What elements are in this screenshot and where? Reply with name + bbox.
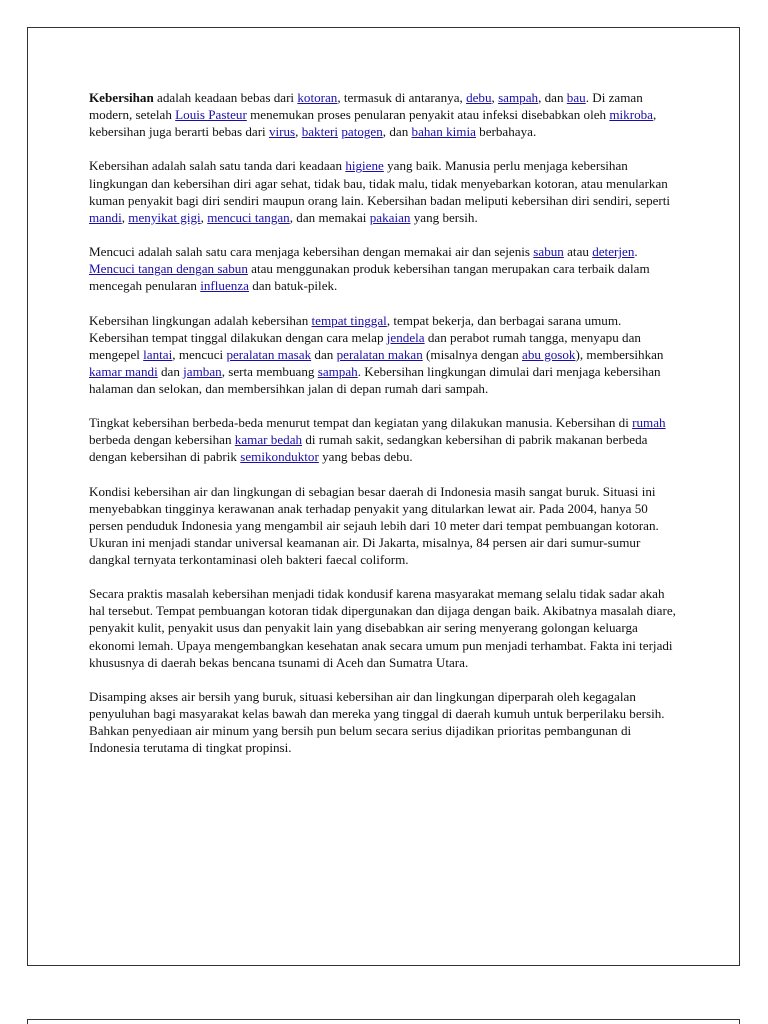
text-run: di rumah sakit, sedangkan kebersihan di pabrik makanan berbeda dengan kebersihan di pabrik — [89, 432, 648, 465]
text-run: , tempat bekerja, dan berbagai sarana umum. Kebersihan tempat tinggal dilakukan dengan cara melap — [89, 312, 622, 345]
hyperlink[interactable]: mikroba — [609, 107, 653, 123]
hyperlink[interactable]: semikonduktor — [240, 449, 319, 465]
text-run: dan batuk-pilek. — [248, 278, 338, 294]
document-body — [89, 89, 682, 774]
hyperlink[interactable]: mandi — [89, 209, 122, 225]
text-run: Kebersihan adalah salah satu tanda dari keadaan — [89, 158, 346, 174]
text-run: dan perabot rumah tangga, menyapu dan mengepel — [89, 329, 641, 362]
text-run: dan — [157, 363, 184, 379]
hyperlink[interactable]: abu gosok — [522, 346, 576, 362]
hyperlink[interactable]: Louis Pasteur — [175, 107, 247, 123]
text-run: atau menggunakan produk kebersihan tangan merupakan cara terbaik dalam mencegah penularan — [89, 261, 650, 294]
text-run: , mencuci — [172, 346, 227, 362]
text-run: , serta membuang — [221, 363, 318, 379]
text-run: Kebersihan lingkungan adalah kebersihan — [89, 312, 312, 328]
text-run: yang bebas debu. — [318, 449, 413, 465]
bold-term: Kebersihan — [89, 90, 154, 105]
hyperlink[interactable]: higiene — [345, 158, 384, 174]
next-page-edge — [27, 1019, 740, 1024]
hyperlink[interactable]: mencuci tangan — [207, 209, 290, 225]
hyperlink[interactable]: peralatan masak — [226, 346, 312, 362]
hyperlink[interactable]: menyikat gigi — [128, 209, 201, 225]
text-run: . — [634, 244, 638, 260]
text-run: Secara praktis masalah kebersihan menjadi tidak kondusif karena masyarakat memang selalu tidak sadar akah hal tersebut. Tempat pembuangan kotoran tidak dipergunakan dan dijaga dengan baik. Akibatnya masalah diare, penyakit kulit, penyakit usus dan penyakit lain yang disebabkan air sering menyerang golongan keluarga ekonomi lemah. Upaya mengembangkan kesehatan anak secara umum pun menjadi terhambat. Fakta ini terjadi khususnya di daerah bekas bencana tsunami di Aceh dan Sumatra Utara. — [89, 586, 676, 670]
paragraph — [89, 414, 682, 465]
text-run: Kondisi kebersihan air dan lingkungan di sebagian besar daerah di Indonesia masih sangat buruk. Situasi ini menyebabkan tingginya kerawanan anak terhadap penyakit yang ditularkan lewat air. Pada 2004, hanya 50 persen penduduk Indonesia yang mengambil air sejauh lebih dari 10 meter dari tempat pembuangan kotoran. Ukuran ini menjadi standar universal keamanan air. Di Jakarta, misalnya, 84 persen air dari sumur-sumur dangkal ternyata terkontaminasi oleh bakteri faecal coliform. — [89, 483, 659, 567]
hyperlink[interactable]: influenza — [200, 278, 249, 294]
text-run: , dan — [382, 124, 412, 140]
hyperlink[interactable]: jendela — [386, 329, 425, 345]
text-run: Disamping akses air bersih yang buruk, situasi kebersihan air dan lingkungan diperparah oleh kegagalan penyuluhan bagi masyarakat kelas bawah dan mereka yang tinggal di daerah kumuh untuk berperilaku bersih. Bahkan penyediaan air minum yang bersih pun belum secara serius dijadikan prioritas pembangunan di Indonesia terutama di tingkat propinsi. — [89, 688, 665, 756]
text-run: , — [200, 209, 208, 225]
hyperlink[interactable]: bakteri — [301, 124, 339, 140]
text-run: Tingkat kebersihan berbeda-beda menurut tempat dan kegiatan yang dilakukan manusia. Kebersihan di — [89, 415, 633, 431]
text-run: , dan memakai — [289, 209, 370, 225]
paragraph — [89, 89, 682, 140]
hyperlink[interactable]: peralatan makan — [336, 346, 423, 362]
hyperlink[interactable]: virus — [268, 124, 296, 140]
hyperlink[interactable]: Mencuci tangan dengan sabun — [89, 261, 248, 277]
hyperlink[interactable]: sampah — [317, 363, 358, 379]
text-run: , — [121, 209, 129, 225]
hyperlink[interactable]: tempat tinggal — [311, 312, 387, 328]
text-run: yang baik. Manusia perlu menjaga kebersihan lingkungan dan kebersihan diri agar sehat, tidak bau, tidak malu, tidak menyebarkan kotoran, atau menularkan kuman penyakit bagi diri sendiri maupun orang lain. Kebersihan badan meliputi kebersihan diri sendiri, seperti — [89, 158, 671, 208]
text-run: , dan — [538, 90, 567, 105]
text-run: (misalnya dengan — [422, 346, 523, 362]
hyperlink[interactable]: rumah — [632, 415, 666, 431]
text-run: . Kebersihan lingkungan dimulai dari menjaga kebersihan halaman dan selokan, dan membersihkan jalan di depan rumah dari sampah. — [89, 363, 661, 396]
hyperlink[interactable]: sabun — [533, 244, 564, 260]
text-run: , termasuk di antaranya, — [337, 90, 467, 105]
text-run: . Di zaman modern, setelah — [89, 90, 643, 123]
text-run: , — [491, 90, 499, 105]
paragraph — [89, 157, 682, 225]
hyperlink[interactable]: bahan kimia — [411, 124, 476, 140]
text-run: Mencuci adalah salah satu cara menjaga kebersihan dengan memakai air dan sejenis — [89, 244, 534, 260]
hyperlink[interactable]: deterjen — [592, 244, 635, 260]
paragraph — [89, 243, 682, 294]
hyperlink[interactable]: pakaian — [369, 209, 411, 225]
text-run: adalah keadaan bebas dari — [153, 90, 298, 105]
text-run: berbeda dengan kebersihan — [89, 432, 235, 448]
hyperlink[interactable]: lantai — [143, 346, 173, 362]
paragraph — [89, 585, 682, 670]
hyperlink[interactable]: kamar bedah — [234, 432, 303, 448]
paragraph — [89, 688, 682, 756]
hyperlink[interactable]: sampah — [498, 90, 539, 105]
text-run: atau — [563, 244, 593, 260]
text-run: , kebersihan juga berarti bebas dari — [89, 107, 657, 140]
paragraph — [89, 312, 682, 397]
text-run: ), membersihkan — [575, 346, 664, 362]
hyperlink[interactable]: kamar mandi — [89, 363, 158, 379]
text-run: yang bersih. — [410, 209, 478, 225]
text-run: , — [295, 124, 302, 140]
text-run: berbahaya. — [475, 124, 537, 140]
document-page — [27, 27, 740, 966]
hyperlink[interactable]: bau — [566, 90, 586, 105]
hyperlink[interactable]: kotoran — [297, 90, 338, 105]
text-run: menemukan proses penularan penyakit atau infeksi disebabkan oleh — [246, 107, 610, 123]
hyperlink[interactable]: patogen — [341, 124, 383, 140]
hyperlink[interactable]: debu — [466, 90, 492, 105]
paragraph — [89, 483, 682, 568]
text-run: dan — [311, 346, 337, 362]
hyperlink[interactable]: jamban — [183, 363, 222, 379]
